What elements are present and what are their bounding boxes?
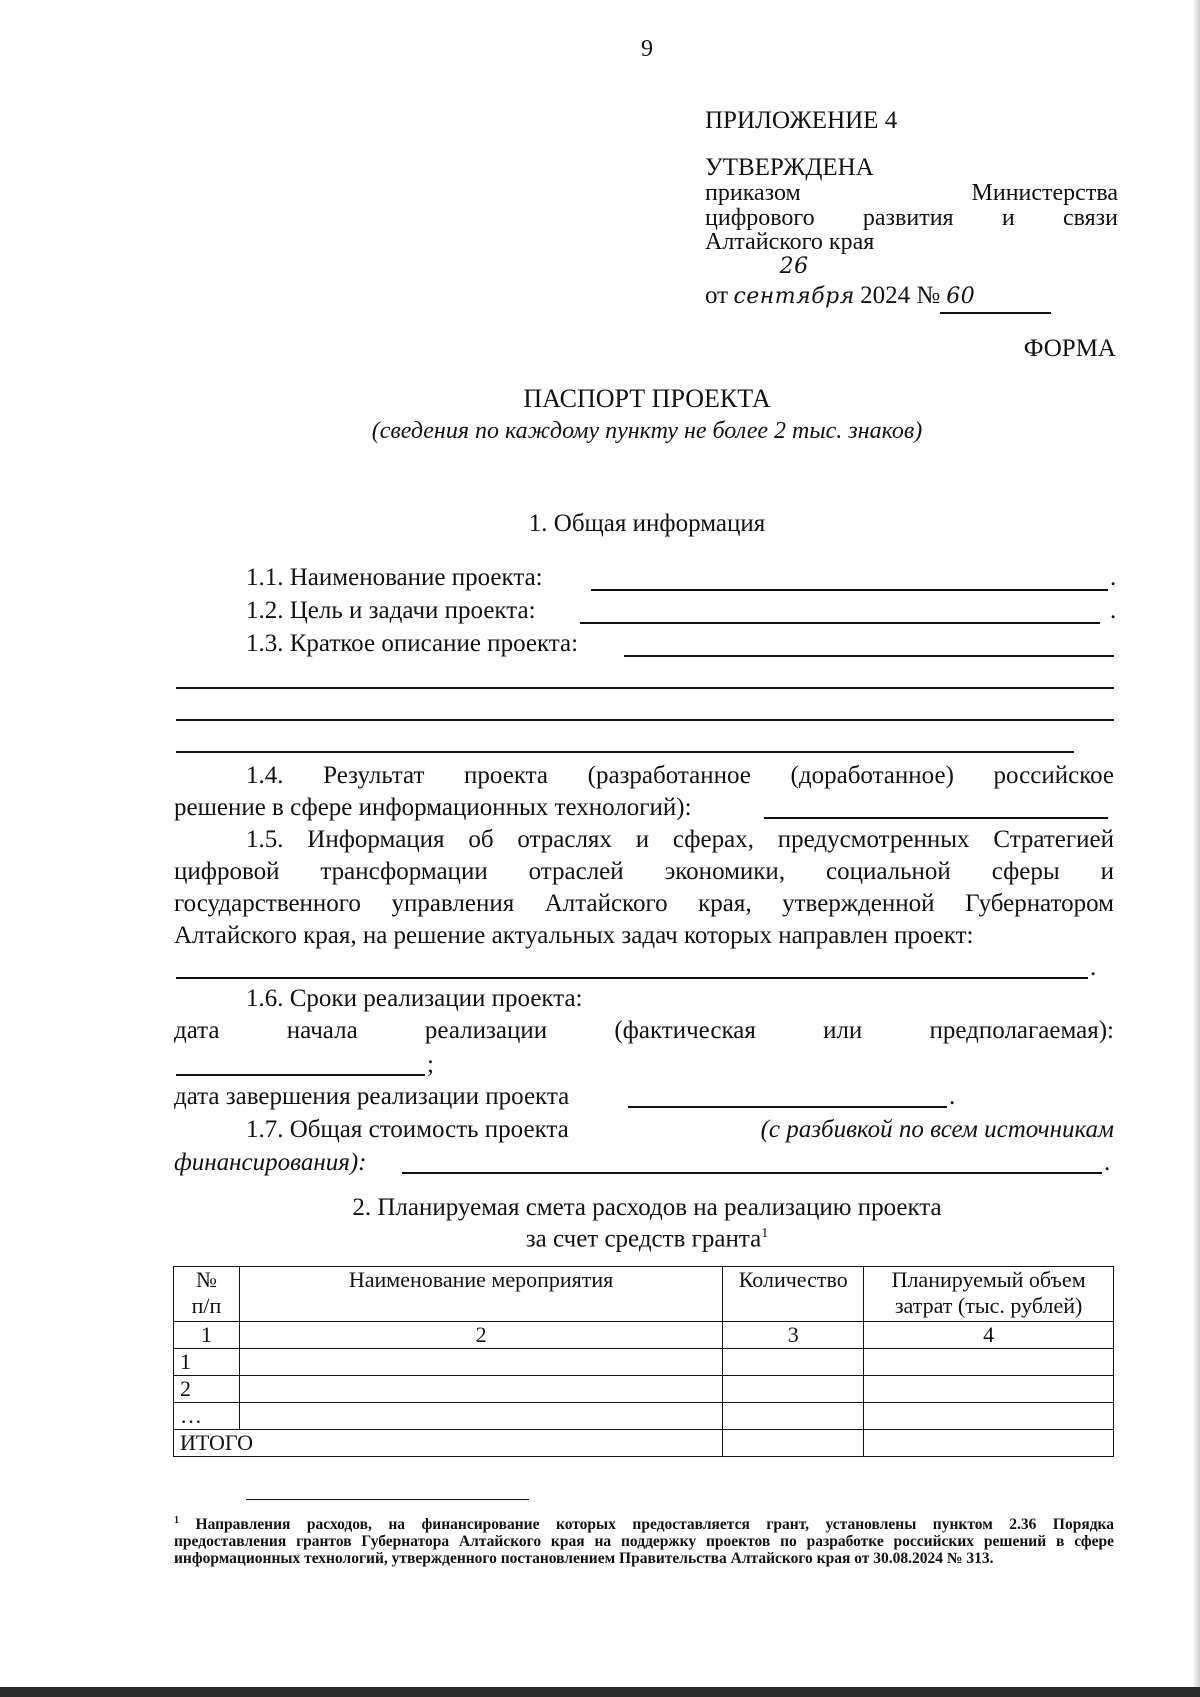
project-description-line[interactable] (176, 751, 1074, 753)
item-1-6-label: 1.6. Сроки реализации проекта: (246, 985, 583, 1012)
document-title: ПАСПОРТ ПРОЕКТА (523, 384, 771, 413)
approval-word: цифрового (705, 205, 815, 231)
table-row (174, 1403, 1114, 1430)
approval-line1 (705, 180, 1118, 206)
footnote (174, 1512, 1114, 1567)
header-name: Наименование мероприятия (239, 1267, 722, 1322)
project-description-field[interactable] (624, 655, 1114, 657)
approval-line2 (705, 205, 1118, 231)
industries-field[interactable] (176, 977, 1088, 979)
row-name-cell[interactable] (239, 1403, 722, 1430)
header-number: № п/п (174, 1267, 240, 1322)
section1-heading: 1. Общая информация (528, 510, 766, 537)
section2-heading-line1: 2. Планируемая смета расходов на реализацию проекта (352, 1194, 942, 1221)
approval-date-line (705, 252, 1073, 309)
appendix-label: ПРИЛОЖЕНИЕ 4 (705, 107, 898, 134)
row-number: … (174, 1403, 240, 1430)
item-1-5-line1: 1.5. Информация об отраслях и сферах, предусмотренных Стратегией (246, 826, 1114, 853)
semicolon: ; (427, 1051, 434, 1078)
header-quantity: Количество (723, 1267, 864, 1322)
table-header-row (174, 1267, 1114, 1322)
end-date-label: дата завершения реализации проекта (174, 1083, 570, 1110)
approval-word: связи (1062, 205, 1118, 231)
table-row (174, 1376, 1114, 1403)
column-number: 4 (864, 1322, 1114, 1349)
handwritten-date: 26 сентября (733, 254, 855, 309)
handwritten-number: 60 (940, 282, 1051, 314)
period: . (949, 1083, 956, 1110)
project-goal-field[interactable] (580, 622, 1100, 624)
row-quantity-cell[interactable] (723, 1349, 864, 1376)
total-label: ИТОГО (174, 1430, 723, 1457)
header-cost: Планируемый объем затрат (тыс. рублей) (864, 1267, 1114, 1322)
item-1-7-line1 (246, 1115, 1114, 1145)
column-number: 1 (174, 1322, 240, 1349)
form-label: ФОРМА (1023, 335, 1116, 362)
column-numbers-row (174, 1322, 1114, 1349)
section2-heading-text: за счет средств гранта (525, 1225, 762, 1253)
row-number: 1 (174, 1349, 240, 1376)
approval-heading: УТВЕРЖДЕНА (705, 154, 874, 181)
table-row (174, 1349, 1114, 1376)
project-description-line[interactable] (176, 687, 1114, 689)
item-1-5-line4: Алтайского края, на решение актуальных задач которых направлен проект: (174, 922, 974, 949)
start-date-label: дата начала реализации (фактическая или предполагаемая): (174, 1017, 1114, 1044)
row-quantity-cell[interactable] (723, 1376, 864, 1403)
table-total-row (174, 1430, 1114, 1457)
item-1-1-label: 1.1. Наименование проекта: (246, 564, 543, 591)
year-label: 2024 № (860, 282, 941, 309)
approval-word: и (1001, 205, 1015, 231)
item-1-5-line2: цифровой трансформации отраслей экономики, социальной сферы и (174, 858, 1114, 885)
total-cost-cell[interactable] (864, 1430, 1114, 1457)
item-1-4-line2: решение в сфере информационных технологий): (174, 794, 692, 821)
page-edge (1194, 0, 1200, 1697)
row-number: 2 (174, 1376, 240, 1403)
footnote-separator (246, 1499, 529, 1500)
project-name-field[interactable] (591, 589, 1108, 591)
section2-heading-line2 (0, 1219, 1200, 1254)
page-number: 9 (641, 36, 653, 62)
period: . (1104, 1149, 1111, 1176)
column-number: 3 (723, 1322, 864, 1349)
footnote-line2: предоставления грантов Губернатора Алтайского края на поддержку проектов по разработке российских решений в сфере (174, 1533, 1114, 1551)
row-quantity-cell[interactable] (723, 1403, 864, 1430)
item-1-5-line3: государственного управления Алтайского края, утвержденной Губернатором (174, 890, 1114, 917)
row-cost-cell[interactable] (864, 1376, 1114, 1403)
total-quantity-cell[interactable] (723, 1430, 864, 1457)
item-1-3-label: 1.3. Краткое описание проекта: (246, 630, 579, 657)
period: . (1110, 597, 1117, 624)
item-1-7-line2: финансирования): (174, 1149, 367, 1176)
period: . (1090, 954, 1097, 981)
footnote-reference: 1 (761, 1226, 769, 1241)
approval-word: Министерства (971, 180, 1118, 206)
start-date-field[interactable] (176, 1074, 425, 1076)
footnote-line1: $^1$ Направления расходов, на финансирование которых предоставляется грант, установлены пунктом 2.36 Порядка (174, 1515, 1115, 1534)
expense-table (173, 1266, 1114, 1457)
footnote-line3: информационных технологий, утвержденного постановлением Правительства Алтайского края от 30.08.2024 № 313. (174, 1550, 994, 1568)
page-bottom-edge (0, 1687, 1200, 1697)
project-result-field[interactable] (764, 817, 1108, 819)
period: . (1110, 564, 1117, 591)
row-name-cell[interactable] (239, 1376, 722, 1403)
row-cost-cell[interactable] (864, 1403, 1114, 1430)
column-number: 2 (239, 1322, 722, 1349)
project-description-line[interactable] (176, 719, 1114, 721)
approval-line3: Алтайского края (705, 229, 875, 255)
item-1-4-line1: 1.4. Результат проекта (разработанное (доработанное) российское (246, 762, 1114, 789)
item-1-2-label: 1.2. Цель и задачи проекта: (246, 597, 536, 624)
approval-word: развития (862, 205, 954, 231)
document-subtitle: (сведения по каждому пункту не более 2 тыс. знаков) (371, 418, 923, 444)
project-cost-field[interactable] (402, 1172, 1102, 1174)
item-1-7-plain: 1.7. Общая стоимость проекта (246, 1116, 569, 1143)
end-date-field[interactable] (628, 1106, 947, 1108)
from-label: от (705, 282, 729, 309)
row-cost-cell[interactable] (864, 1349, 1114, 1376)
approval-word: приказом (705, 180, 801, 206)
row-name-cell[interactable] (239, 1349, 722, 1376)
item-1-7-italic: (с разбивкой по всем источникам (760, 1116, 1114, 1143)
